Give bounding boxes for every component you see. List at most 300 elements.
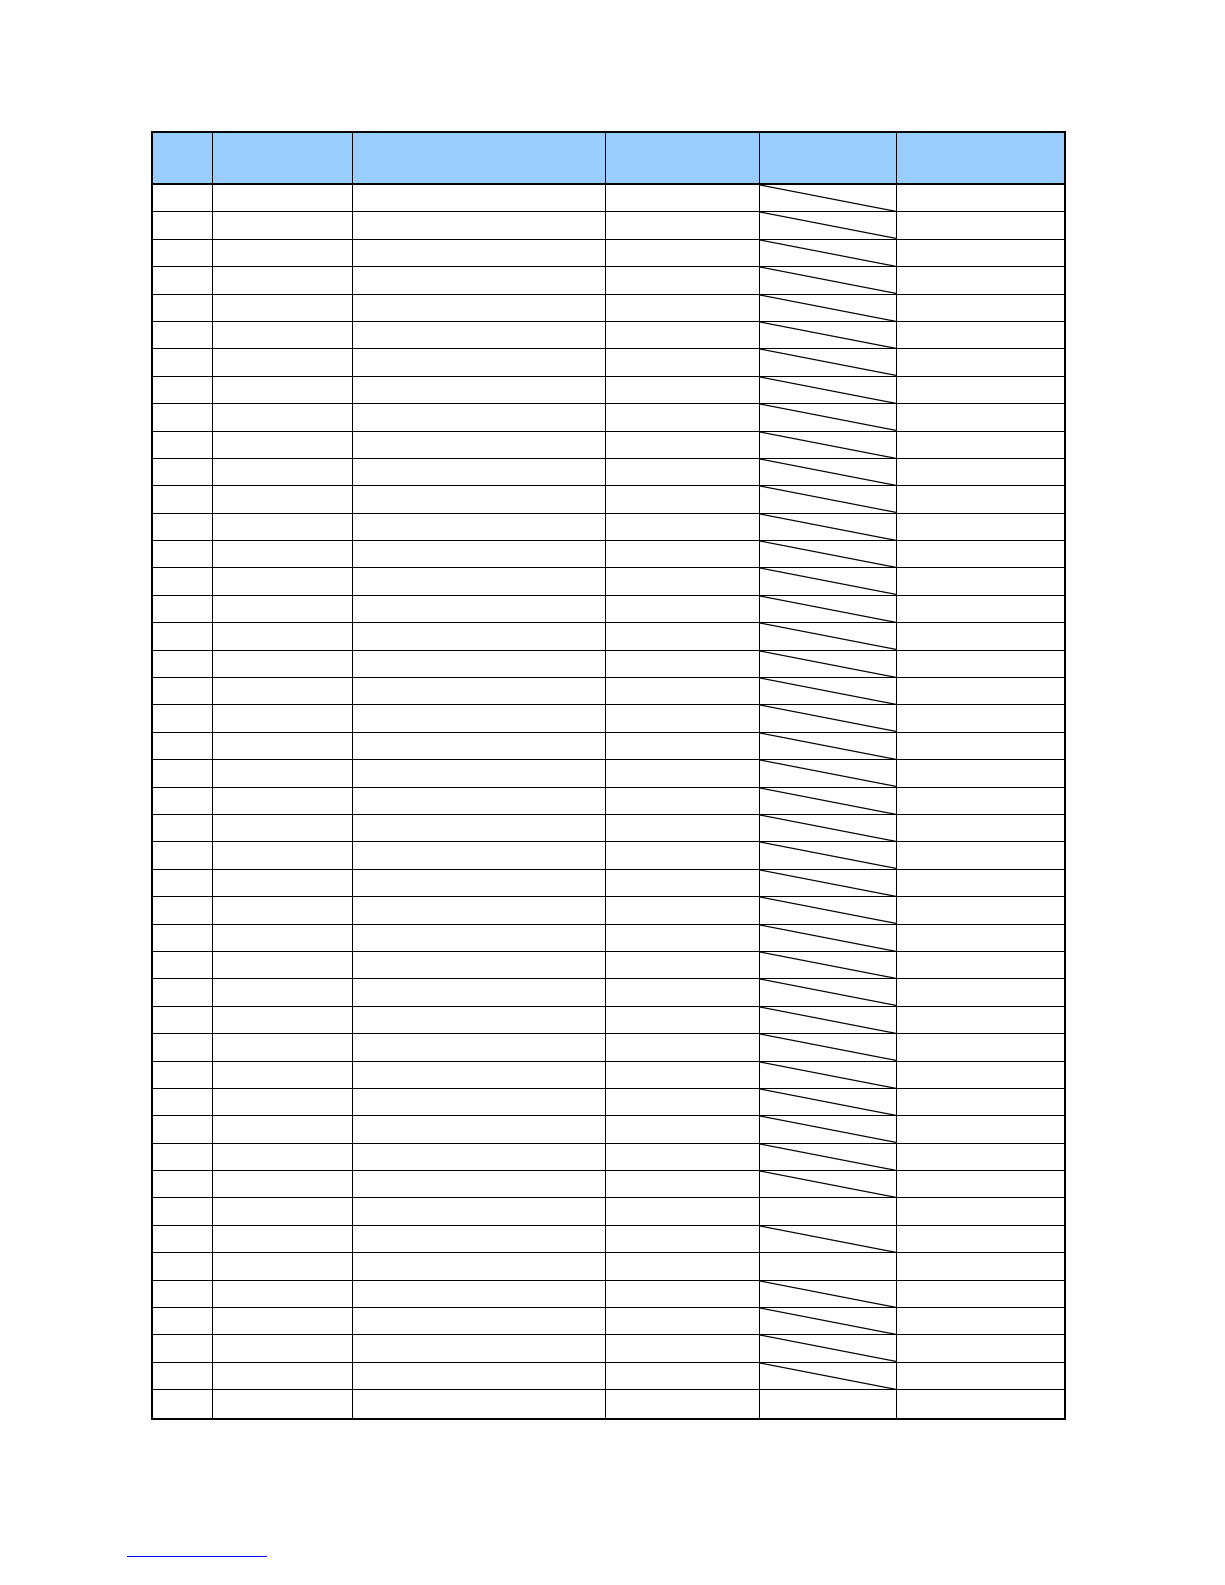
table-cell	[606, 1198, 760, 1225]
table-cell	[213, 1308, 353, 1335]
table-cell	[213, 1390, 353, 1417]
table-cell	[353, 486, 606, 513]
table-cell	[760, 623, 897, 650]
table-cell	[353, 1116, 606, 1143]
table-cell	[353, 1363, 606, 1390]
table-cell	[606, 1171, 760, 1198]
strike-diagonal	[760, 596, 896, 622]
table-cell	[353, 733, 606, 760]
table-cell	[897, 678, 1064, 705]
table-cell	[353, 185, 606, 212]
table-cell	[760, 1144, 897, 1171]
table-cell	[153, 240, 213, 267]
strike-diagonal	[760, 514, 896, 540]
strike-diagonal	[760, 568, 896, 594]
table-cell	[353, 1144, 606, 1171]
table-cell	[760, 459, 897, 486]
table-cell	[353, 925, 606, 952]
table-cell	[606, 651, 760, 678]
table-cell	[760, 568, 897, 595]
table-cell	[213, 733, 353, 760]
table-cell	[213, 404, 353, 431]
table-cell	[760, 1335, 897, 1362]
table-cell	[897, 541, 1064, 568]
table-cell	[153, 404, 213, 431]
table-cell	[153, 788, 213, 815]
table-cell	[760, 486, 897, 513]
table-cell	[353, 295, 606, 322]
strike-diagonal	[760, 404, 896, 430]
table-cell	[153, 568, 213, 595]
table-cell	[153, 1335, 213, 1362]
table-cell	[353, 1198, 606, 1225]
table-cell	[897, 1390, 1064, 1417]
strike-diagonal	[760, 815, 896, 841]
table-cell	[153, 596, 213, 623]
table-cell	[606, 1363, 760, 1390]
table-cell	[606, 377, 760, 404]
table-cell	[897, 432, 1064, 459]
table-cell	[153, 185, 213, 212]
table-cell	[153, 1062, 213, 1089]
table-cell	[760, 1089, 897, 1116]
table-cell	[897, 1308, 1064, 1335]
table-cell	[897, 185, 1064, 212]
table-cell	[213, 705, 353, 732]
table-cell	[213, 870, 353, 897]
column-header	[606, 133, 760, 185]
table-cell	[897, 760, 1064, 787]
table-cell	[153, 1116, 213, 1143]
strike-diagonal	[760, 897, 896, 923]
table-cell	[213, 1062, 353, 1089]
table-cell	[153, 1253, 213, 1280]
table-cell	[153, 1226, 213, 1253]
table-cell	[213, 979, 353, 1006]
table-cell	[897, 596, 1064, 623]
table-cell	[760, 240, 897, 267]
table-cell	[760, 1171, 897, 1198]
table-cell	[606, 1253, 760, 1280]
table-cell	[760, 952, 897, 979]
strike-diagonal	[760, 705, 896, 731]
table-cell	[213, 623, 353, 650]
table-cell	[897, 897, 1064, 924]
table-cell	[353, 1281, 606, 1308]
strike-diagonal	[760, 870, 896, 896]
table-cell	[760, 349, 897, 376]
strike-diagonal	[760, 1363, 896, 1389]
table-cell	[213, 1253, 353, 1280]
table-cell	[213, 185, 353, 212]
table-cell	[213, 514, 353, 541]
table-cell	[897, 1253, 1064, 1280]
table-cell	[897, 1226, 1064, 1253]
column-header	[153, 133, 213, 185]
table-cell	[897, 1116, 1064, 1143]
table-cell	[760, 267, 897, 294]
table-cell	[897, 404, 1064, 431]
table-cell	[897, 568, 1064, 595]
table-cell	[353, 952, 606, 979]
table-cell	[760, 1062, 897, 1089]
table-cell	[760, 1007, 897, 1034]
table-cell	[760, 1390, 897, 1417]
table-cell	[153, 1308, 213, 1335]
data-table	[151, 131, 1066, 1420]
strike-diagonal	[760, 1171, 896, 1197]
table-cell	[153, 1198, 213, 1225]
table-cell	[897, 267, 1064, 294]
table-cell	[353, 267, 606, 294]
strike-diagonal	[760, 788, 896, 814]
table-cell	[897, 870, 1064, 897]
table-cell	[353, 1308, 606, 1335]
table-cell	[606, 1335, 760, 1362]
strike-diagonal	[760, 733, 896, 759]
table-cell	[353, 240, 606, 267]
table-cell	[213, 952, 353, 979]
table-cell	[606, 925, 760, 952]
table-cell	[213, 651, 353, 678]
table-cell	[606, 1308, 760, 1335]
table-cell	[606, 486, 760, 513]
table-cell	[897, 815, 1064, 842]
table-cell	[153, 514, 213, 541]
table-cell	[897, 788, 1064, 815]
table-cell	[153, 1363, 213, 1390]
table-cell	[213, 212, 353, 239]
table-cell	[213, 568, 353, 595]
table-cell	[213, 267, 353, 294]
table-cell	[213, 1198, 353, 1225]
table-cell	[760, 322, 897, 349]
table-cell	[213, 596, 353, 623]
table-cell	[353, 897, 606, 924]
table-cell	[606, 322, 760, 349]
table-cell	[153, 295, 213, 322]
table-cell	[213, 1363, 353, 1390]
table-cell	[153, 979, 213, 1006]
table-cell	[760, 404, 897, 431]
strike-diagonal	[760, 377, 896, 403]
table-cell	[897, 705, 1064, 732]
table-cell	[606, 267, 760, 294]
table-cell	[213, 1089, 353, 1116]
table-cell	[760, 788, 897, 815]
table-cell	[213, 925, 353, 952]
table-cell	[353, 1390, 606, 1417]
strike-diagonal	[760, 1089, 896, 1115]
table-cell	[760, 651, 897, 678]
strike-diagonal	[760, 1062, 896, 1088]
table-cell	[606, 733, 760, 760]
strike-diagonal	[760, 1226, 896, 1252]
table-cell	[606, 760, 760, 787]
table-cell	[606, 1226, 760, 1253]
table-cell	[897, 925, 1064, 952]
table-cell	[760, 1308, 897, 1335]
table-cell	[153, 925, 213, 952]
table-cell	[153, 459, 213, 486]
table-cell	[606, 788, 760, 815]
table-cell	[353, 541, 606, 568]
table-cell	[213, 815, 353, 842]
table-cell	[353, 1089, 606, 1116]
table-cell	[353, 404, 606, 431]
table-cell	[897, 1363, 1064, 1390]
table-cell	[897, 1034, 1064, 1061]
table-cell	[153, 432, 213, 459]
table-cell	[213, 349, 353, 376]
strike-diagonal	[760, 623, 896, 649]
table-cell	[353, 596, 606, 623]
strike-diagonal	[760, 1281, 896, 1307]
column-header	[897, 133, 1064, 185]
strike-diagonal	[760, 432, 896, 458]
table-cell	[606, 349, 760, 376]
table-cell	[606, 979, 760, 1006]
table-cell	[606, 623, 760, 650]
table-cell	[760, 541, 897, 568]
table-cell	[760, 1116, 897, 1143]
table-cell	[213, 240, 353, 267]
table-cell	[153, 349, 213, 376]
table-cell	[213, 760, 353, 787]
table-cell	[897, 1007, 1064, 1034]
table-cell	[353, 1171, 606, 1198]
table-cell	[606, 240, 760, 267]
table-cell	[353, 432, 606, 459]
table-cell	[897, 623, 1064, 650]
table-cell	[213, 1116, 353, 1143]
table-cell	[213, 541, 353, 568]
table-cell	[606, 815, 760, 842]
table-cell	[153, 1281, 213, 1308]
table-cell	[897, 322, 1064, 349]
table-cell	[153, 705, 213, 732]
table-cell	[153, 1171, 213, 1198]
strike-diagonal	[760, 486, 896, 512]
table-cell	[213, 1226, 353, 1253]
strike-diagonal	[760, 240, 896, 266]
table-cell	[760, 1226, 897, 1253]
table-cell	[153, 815, 213, 842]
table-cell	[897, 1062, 1064, 1089]
table-cell	[760, 377, 897, 404]
strike-diagonal	[760, 979, 896, 1005]
table-cell	[760, 870, 897, 897]
table-cell	[606, 432, 760, 459]
table-cell	[213, 1007, 353, 1034]
strike-diagonal	[760, 295, 896, 321]
table-cell	[213, 1335, 353, 1362]
strike-diagonal	[760, 1116, 896, 1142]
table-cell	[897, 979, 1064, 1006]
strike-diagonal	[760, 925, 896, 951]
strike-diagonal	[760, 541, 896, 567]
table-cell	[153, 1390, 213, 1417]
table-cell	[606, 459, 760, 486]
table-cell	[213, 1281, 353, 1308]
footer-link[interactable]	[127, 1556, 267, 1557]
table-cell	[153, 870, 213, 897]
table-cell	[897, 514, 1064, 541]
table-cell	[897, 349, 1064, 376]
table-cell	[153, 623, 213, 650]
table-cell	[606, 568, 760, 595]
table-cell	[353, 459, 606, 486]
table-cell	[153, 1089, 213, 1116]
table-cell	[153, 267, 213, 294]
table-cell	[153, 842, 213, 869]
table-cell	[606, 952, 760, 979]
strike-diagonal	[760, 952, 896, 978]
table-cell	[353, 979, 606, 1006]
table-cell	[606, 404, 760, 431]
table-cell	[760, 733, 897, 760]
table-cell	[353, 870, 606, 897]
table-cell	[897, 486, 1064, 513]
table-cell	[606, 295, 760, 322]
table-cell	[153, 1007, 213, 1034]
table-cell	[153, 377, 213, 404]
table-cell	[606, 1390, 760, 1417]
table-cell	[213, 1144, 353, 1171]
table-cell	[760, 596, 897, 623]
table-cell	[353, 788, 606, 815]
table-cell	[897, 842, 1064, 869]
column-header	[213, 133, 353, 185]
table-cell	[606, 1034, 760, 1061]
table-cell	[153, 322, 213, 349]
table-cell	[153, 897, 213, 924]
table-cell	[897, 733, 1064, 760]
table-cell	[897, 240, 1064, 267]
table-cell	[153, 952, 213, 979]
table-cell	[353, 760, 606, 787]
strike-diagonal	[760, 842, 896, 868]
strike-diagonal	[760, 651, 896, 677]
table-cell	[353, 349, 606, 376]
table-cell	[213, 1171, 353, 1198]
table-cell	[153, 212, 213, 239]
table-cell	[353, 1034, 606, 1061]
table-cell	[606, 870, 760, 897]
table-cell	[606, 1281, 760, 1308]
table-cell	[213, 897, 353, 924]
strike-diagonal	[760, 1034, 896, 1060]
table-cell	[606, 1062, 760, 1089]
table-cell	[353, 623, 606, 650]
table-cell	[213, 788, 353, 815]
table-cell	[760, 705, 897, 732]
table-cell	[213, 295, 353, 322]
table-cell	[606, 596, 760, 623]
table-cell	[153, 733, 213, 760]
table-cell	[606, 212, 760, 239]
table-cell	[760, 1198, 897, 1225]
strike-diagonal	[760, 349, 896, 375]
strike-diagonal	[760, 678, 896, 704]
table-cell	[353, 322, 606, 349]
table-cell	[153, 760, 213, 787]
table-cell	[353, 678, 606, 705]
strike-diagonal	[760, 459, 896, 485]
table-cell	[353, 377, 606, 404]
table-cell	[760, 1281, 897, 1308]
strike-diagonal	[760, 1335, 896, 1361]
table-cell	[897, 1089, 1064, 1116]
table-cell	[760, 815, 897, 842]
table-cell	[760, 897, 897, 924]
table-cell	[353, 815, 606, 842]
table-cell	[153, 1144, 213, 1171]
table-cell	[760, 1034, 897, 1061]
table-cell	[760, 842, 897, 869]
strike-diagonal	[760, 760, 896, 786]
column-header	[760, 133, 897, 185]
table-cell	[213, 1034, 353, 1061]
table-cell	[353, 212, 606, 239]
table-cell	[353, 568, 606, 595]
table-cell	[606, 705, 760, 732]
table-cell	[606, 897, 760, 924]
table-cell	[760, 979, 897, 1006]
table-cell	[353, 1062, 606, 1089]
table-cell	[897, 459, 1064, 486]
table-cell	[760, 212, 897, 239]
table-cell	[153, 541, 213, 568]
table-cell	[153, 651, 213, 678]
strike-diagonal	[760, 212, 896, 238]
table-cell	[213, 459, 353, 486]
table-cell	[606, 514, 760, 541]
table-cell	[760, 185, 897, 212]
table-cell	[760, 295, 897, 322]
table-cell	[897, 212, 1064, 239]
table-cell	[153, 1034, 213, 1061]
table-cell	[760, 925, 897, 952]
table-cell	[353, 842, 606, 869]
table-cell	[353, 1007, 606, 1034]
table-cell	[897, 1198, 1064, 1225]
table-cell	[897, 1171, 1064, 1198]
table-cell	[606, 1144, 760, 1171]
table-cell	[606, 185, 760, 212]
table-cell	[606, 1007, 760, 1034]
strike-diagonal	[760, 1007, 896, 1033]
table-cell	[897, 651, 1064, 678]
table-cell	[606, 541, 760, 568]
table-cell	[760, 760, 897, 787]
strike-diagonal	[760, 322, 896, 348]
column-header	[353, 133, 606, 185]
table-cell	[897, 377, 1064, 404]
table-cell	[153, 486, 213, 513]
table-cell	[897, 1144, 1064, 1171]
table-cell	[353, 1226, 606, 1253]
strike-diagonal	[760, 1308, 896, 1334]
table-cell	[353, 651, 606, 678]
strike-diagonal	[760, 1144, 896, 1170]
table-cell	[760, 514, 897, 541]
table-cell	[353, 1335, 606, 1362]
table-cell	[606, 842, 760, 869]
table-cell	[760, 678, 897, 705]
table-cell	[353, 1253, 606, 1280]
strike-diagonal	[760, 267, 896, 293]
